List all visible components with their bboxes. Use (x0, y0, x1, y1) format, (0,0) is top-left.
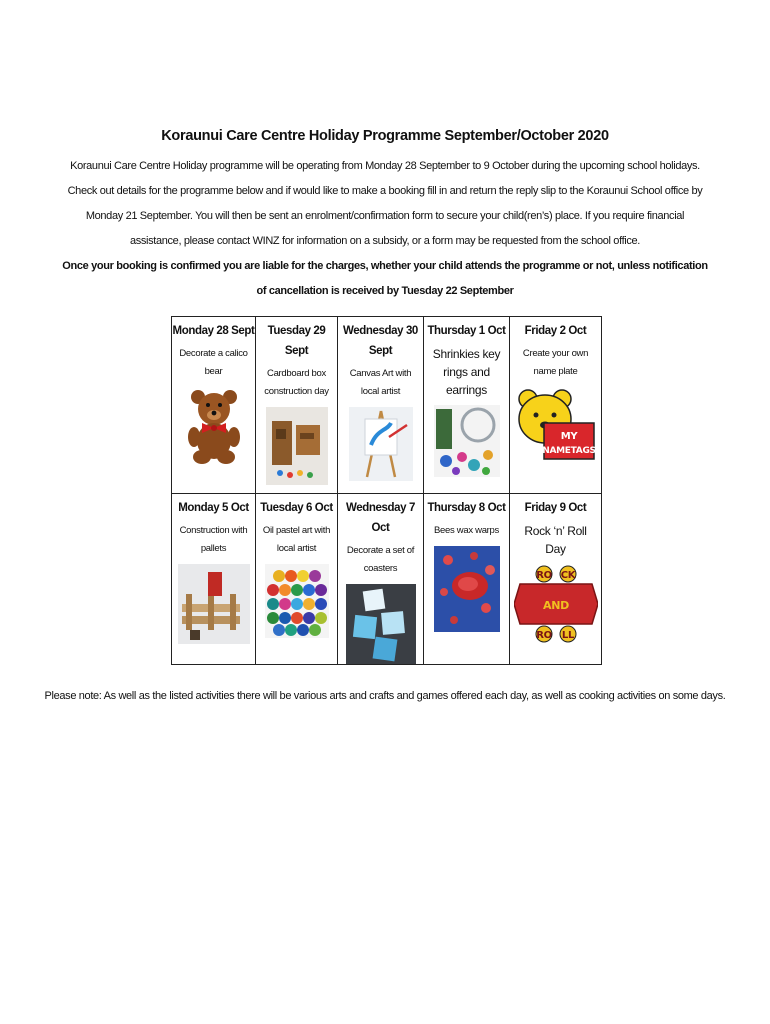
activity-label: Rock ‘n’ Roll Day (524, 524, 587, 556)
activity-label: Construction with pallets (179, 525, 248, 554)
day-cell (172, 494, 256, 665)
day-cell (172, 317, 256, 494)
svg-text:AND: AND (542, 599, 569, 612)
day-label: Friday 9 Oct (524, 502, 587, 514)
oil-pastels-icon (265, 564, 329, 638)
cancellation-notice: Once your booking is confirmed you are liable for the charges, whether your child attends the programme or not, unless notification of cancellation is received by Tuesday 22 September (62, 260, 708, 297)
week-1-row (172, 317, 602, 494)
day-cell (424, 317, 510, 494)
day-label: Tuesday 6 Oct (260, 502, 333, 514)
day-label: Monday 5 Oct (178, 502, 249, 514)
day-cell (424, 494, 510, 665)
intro-line-2: Check out details for the programme below and if would like to make a booking fill in and return the reply slip to the Koraunui School office by Monday 21 September. You will then be sent an enrolment/confirmation form to secure your child(ren’s) place. If you require financial assistance, please contact WINZ for information on a subsidy, or a form may be requested from the school office. (67, 185, 703, 247)
activity-label: Decorate a set of coasters (346, 545, 415, 574)
activity-label: Shrinkies key rings and earrings (432, 347, 501, 397)
activity-label: Cardboard box construction day (264, 368, 329, 397)
activity-label: Bees wax warps (434, 525, 499, 536)
day-label: Tuesday 29 Sept (267, 325, 326, 357)
day-cell (510, 494, 602, 665)
day-cell (338, 317, 424, 494)
intro-line-1: Koraunui Care Centre Holiday programme will be operating from Monday 28 September to 9 October during the upcoming school holidays. (70, 160, 700, 172)
day-label: Monday 28 Sept (172, 325, 255, 337)
svg-text:MY: MY (560, 431, 577, 442)
day-cell (510, 317, 602, 494)
day-label: Wednesday 7 Oct (346, 502, 415, 534)
day-label: Thursday 8 Oct (427, 502, 506, 514)
activity-label: Create your own name plate (522, 348, 589, 377)
activity-label: Canvas Art with local artist (349, 368, 412, 397)
shrinkies-icon (434, 405, 500, 477)
page-title: Koraunui Care Centre Holiday Programme September/October 2020 (161, 128, 609, 144)
easel-icon (349, 407, 413, 481)
day-cell (338, 494, 424, 665)
day-label: Wednesday 30 Sept (343, 325, 418, 357)
pallet-icon (178, 564, 250, 644)
svg-text:RO: RO (535, 570, 552, 581)
cardboard-box-icon (266, 407, 328, 485)
nametags-bear-icon (516, 387, 596, 469)
activity-label: Decorate a calico bear (179, 348, 248, 377)
intro-text (60, 154, 710, 304)
day-label: Friday 2 Oct (524, 325, 587, 337)
svg-text:LL: LL (561, 630, 574, 641)
svg-text:CK: CK (560, 570, 575, 581)
teddy-bear-icon (186, 387, 242, 465)
day-label: Thursday 1 Oct (427, 325, 506, 337)
activity-label: Oil pastel art with local artist (262, 525, 331, 554)
day-cell (256, 494, 338, 665)
programme-table (171, 316, 602, 665)
svg-text:RO: RO (535, 630, 552, 641)
rock-and-roll-sign-icon (514, 564, 598, 644)
coasters-icon (346, 584, 416, 664)
beeswax-wrap-icon (434, 546, 500, 632)
day-cell (256, 317, 338, 494)
svg-text:NAMETAGS: NAMETAGS (541, 446, 596, 456)
footer-note: Please note: As well as the listed activities there will be various arts and crafts and games offered each day, as well as cooking activities on some days. (44, 690, 726, 702)
week-2-row (172, 494, 602, 665)
